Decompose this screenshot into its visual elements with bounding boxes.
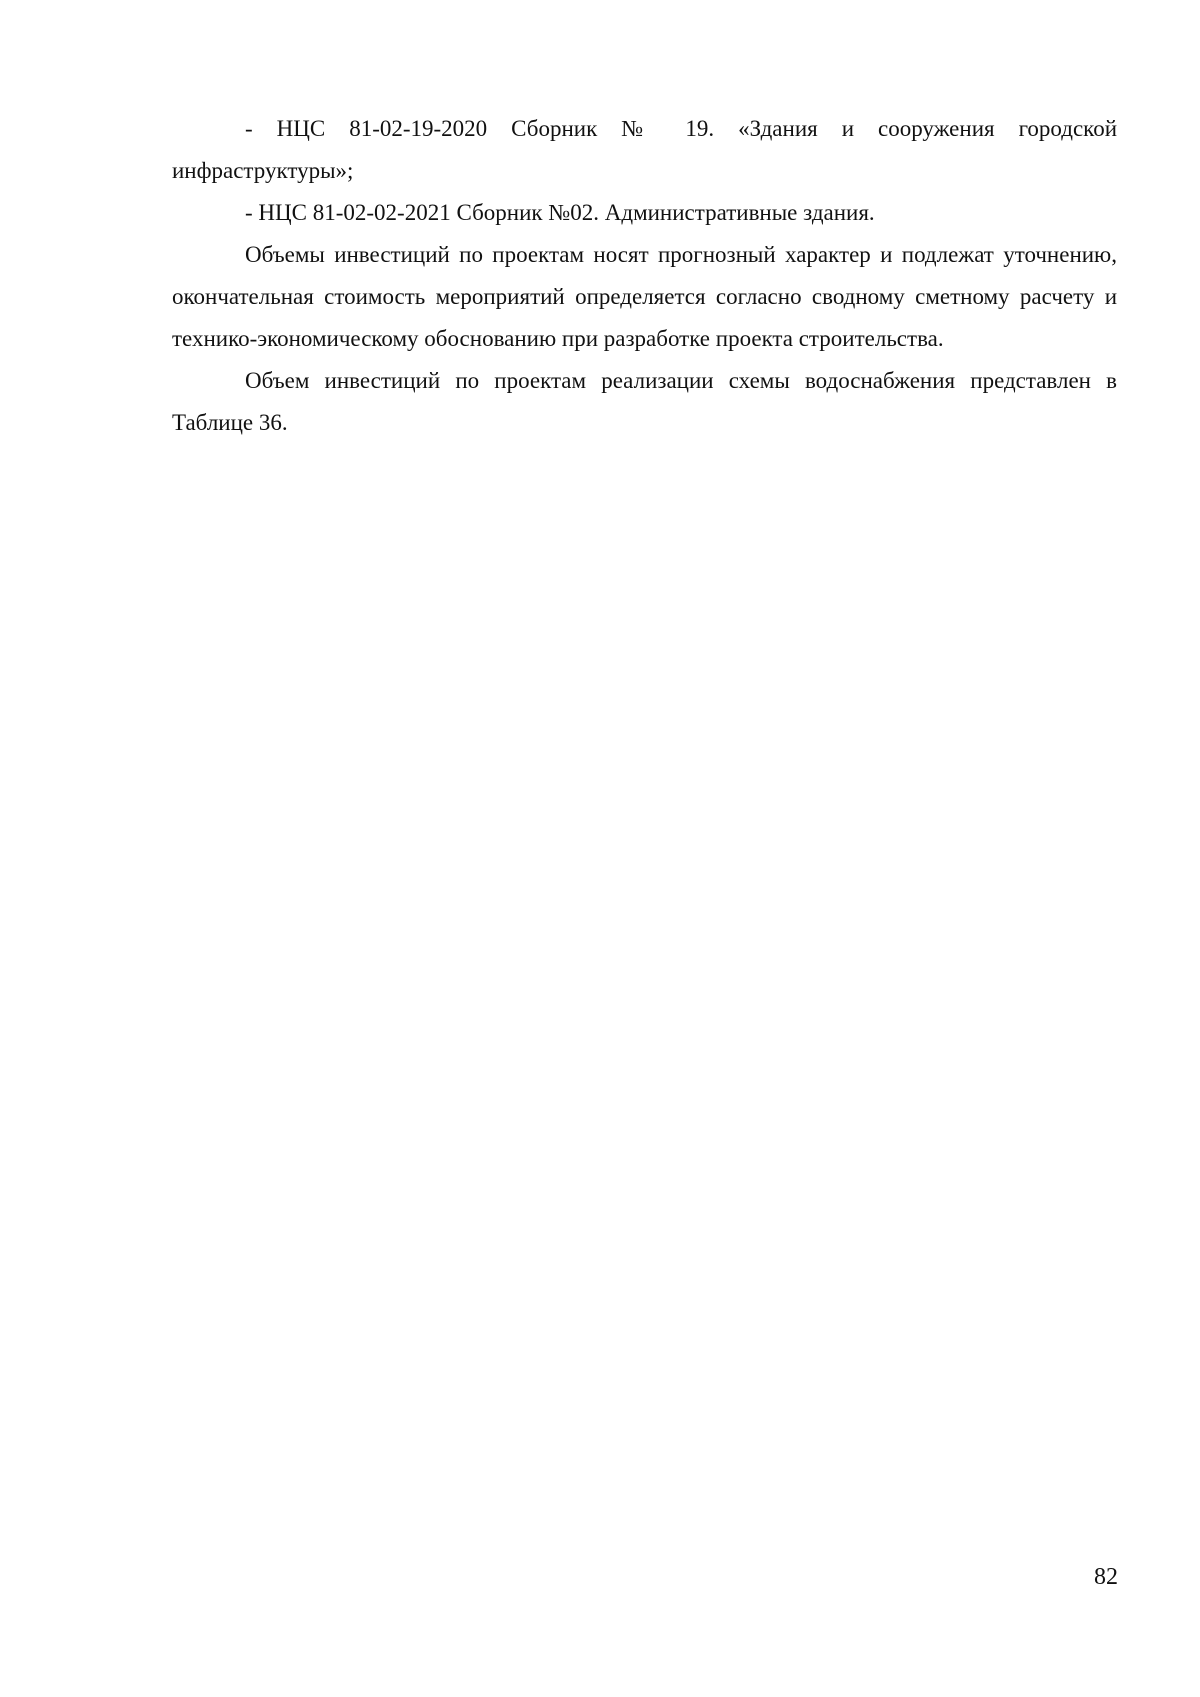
list-item-ncs-81-02-19-2020: - НЦС 81-02-19-2020 Сборник № 19. «Здания и сооружения городской инфраструктуры»; xyxy=(172,116,1117,183)
list-item-ncs-81-02-02-2021: - НЦС 81-02-02-2021 Сборник №02. Административные здания. xyxy=(245,200,875,225)
paragraph-investment-estimates: Объемы инвестиций по проектам носят прогнозный характер и подлежат уточнению, окончательная стоимость мероприятий определяется согласно сводному сметному расчету и технико-экономическому обоснованию при разработке проекта строительства. xyxy=(172,242,1117,351)
paragraph-table-reference: Объем инвестиций по проектам реализации схемы водоснабжения представлен в Таблице 36. xyxy=(172,368,1117,435)
page-number: 82 xyxy=(1094,1564,1118,1590)
body-text xyxy=(172,108,1117,444)
